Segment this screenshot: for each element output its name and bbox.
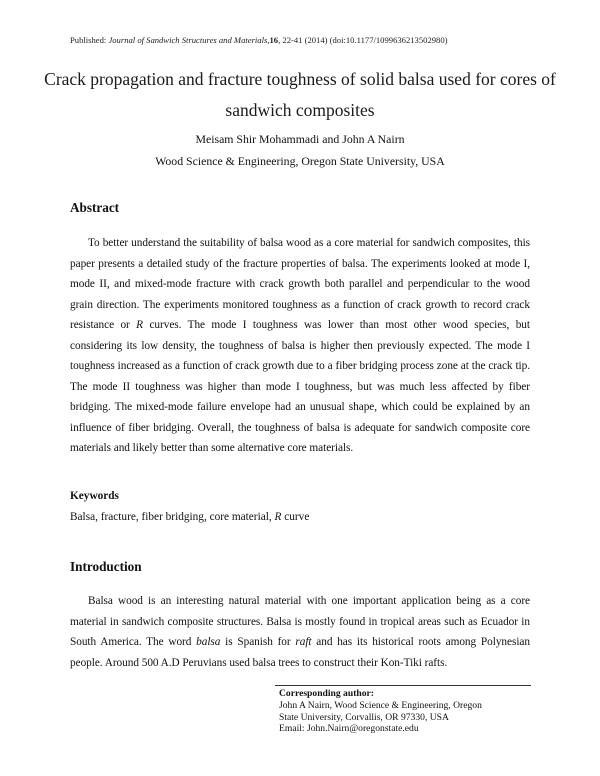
abstract-text-part1: To better understand the suitability of balsa wood as a core material for sandwich composites, this paper presents a detailed study of the fracture properties of balsa. The experiments looked at mode I, mode II, and mixed-mode fracture with crack growth both parallel and perpendicular to the wood grain direction. The experiments monitored toughness as a function of crack growth to record crack resistance or [70,237,530,331]
paper-authors: Meisam Shir Mohammadi and John A Nairn [195,132,405,146]
keywords-r-symbol: R [274,511,282,523]
keywords-tail: curve [281,511,310,523]
abstract-text-part2: curves. The mode I toughness was lower than most other wood species, but considering its low density, the toughness of balsa is higher then previously expected. The mode I toughness increased as a function of crack growth due to a fiber bridging process zone at the crack tip. The mode II toughness was higher than mode I toughness, but was much less affected by fiber bridging. The mixed-mode failure envelope had an unusual shape, which could be explained by an influence of fiber bridging. Overall, the toughness of balsa is adequate for sandwich composite core materials and likely better than some alternative core materials. [70,319,530,454]
journal-volume: 16 [269,35,279,45]
publication-header [70,35,540,45]
paper-affiliation: Wood Science & Engineering, Oregon State University, USA [155,154,445,168]
introduction-text [70,591,530,673]
corresponding-email: Email: John.Nairn@oregonstate.edu [279,723,419,735]
footnote-divider [275,685,531,686]
header-rest: , 22-41 (2014) (doi:10.1177/1099636213502980) [278,35,448,45]
keywords-text: Balsa, fracture, fiber bridging, core material, [70,511,275,523]
journal-name: Journal of Sandwich Structures and Materials [108,35,268,45]
paper-title: Crack propagation and fracture toughness of solid balsa used for cores of sandwich composites [44,69,556,120]
intro-word-raft: raft [295,636,312,648]
corresponding-author-footnote [279,688,539,735]
keywords-heading: Keywords [70,490,119,502]
header-prefix: Published: [70,35,109,45]
corresponding-line-2: State University, Corvallis, OR 97330, USA [279,711,449,723]
intro-text-part3: and has its historical roots among Polynesian people. Around 500 A.D Peruvians used balsa trees to construct their Kon-Tiki rafts. [70,636,530,669]
corresponding-line-1: John A Nairn, Wood Science & Engineering, Oregon [279,699,482,711]
abstract-text [70,233,530,459]
corresponding-label: Corresponding author: [279,688,374,699]
header-sep: , [267,35,270,45]
abstract-r-symbol: R [136,319,144,331]
abstract-heading: Abstract [70,200,120,215]
intro-text-part1: Balsa wood is an interesting natural material with one important application being as a core material in sandwich composite structures. Balsa is mostly found in tropical areas such as Ecuador in South America. The word [70,595,530,648]
intro-text-part2: is Spanish for [220,636,296,648]
keywords-list [70,511,309,523]
intro-word-balsa: balsa [196,636,221,648]
introduction-heading: Introduction [70,559,142,574]
